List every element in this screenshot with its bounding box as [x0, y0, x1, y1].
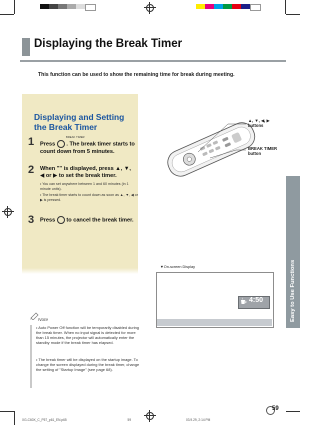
- step-text-part: to cancel the break timer.: [66, 217, 134, 224]
- step-text: When "" is displayed, press ▲, ▼, ◀ or ▶ to set the break timer.: [40, 166, 131, 180]
- registration-mark-left: [2, 206, 14, 218]
- chapter-tab-label: Easy to Use Functions: [290, 259, 296, 322]
- registration-mark-top: [144, 2, 156, 14]
- break-timer-value: 4:50: [249, 297, 264, 304]
- note-item-text: The break timer will be displayed on the startup image. To change the screen displayed during the break timer, change the setting of "Startup Image" (see page 68).: [36, 357, 140, 372]
- file-name: XG-C60X_C_P57_p61_EN.p65: [22, 418, 67, 422]
- crop-mark: [0, 14, 14, 15]
- crop-mark: [14, 411, 15, 425]
- step-number: 2: [28, 164, 35, 176]
- step-text-part: Press: [40, 141, 56, 148]
- bullet-item: • You can set anywhere between 1 and 60 minutes (in 1 minute units).: [40, 182, 129, 191]
- note-item: • The break timer will be displayed on the startup image. To change the screen displayed during the break timer, change the setting of "Startup Image" (see page 68).: [36, 357, 140, 372]
- crop-mark: [286, 14, 300, 15]
- bullet-item: • The break timer starts to count down as soon as ▲, ▼, ◀ or ▶ is pressed.: [40, 193, 138, 202]
- page-title: Displaying the Break Timer: [34, 38, 183, 50]
- file-page: 59: [127, 418, 132, 422]
- note-divider: [30, 325, 32, 388]
- break-timer-label-text: BREAK TIMER: [248, 146, 278, 151]
- break-timer-button-caption: BREAK TIMER: [66, 136, 85, 139]
- step-number: 3: [28, 214, 35, 226]
- print-file-info: [22, 418, 282, 422]
- note-heading: Note: [38, 318, 49, 323]
- color-bar-right: [196, 4, 261, 9]
- note-item: • Auto Power Off function will be temporarily disabled during the break timer. When no input signal is detected for more than 15 minutes, the projector will automatically enter the standby mode if the break timer has elapsed.: [36, 325, 139, 345]
- arrow-buttons-label-text: ▲, ▼, ◀, ▶: [248, 118, 270, 123]
- osd-screen-base: [157, 319, 272, 326]
- arrow-buttons-label-sub: buttons: [248, 123, 264, 129]
- intro-text: This function can be used to show the remaining time for break during meeting.: [38, 72, 235, 78]
- section-heading: [34, 112, 134, 132]
- step-text: [40, 216, 136, 225]
- cup-icon: [240, 297, 247, 305]
- crop-mark: [285, 0, 286, 14]
- note-item-text: Auto Power Off function will be temporarily disabled during the break timer. When no input signal is detected for more than 15 minutes, the projector will automatically enter the standby mode if the break timer has elapsed.: [36, 325, 139, 345]
- title-underline: [20, 60, 286, 62]
- crop-mark: [14, 0, 15, 14]
- steps-panel-fade: [22, 268, 138, 274]
- crop-mark: [0, 411, 14, 412]
- step-text: [40, 140, 136, 156]
- bullet-text: The break timer starts to count down as soon as ▲, ▼, ◀ or ▶ is pressed.: [40, 193, 138, 202]
- crop-mark: [286, 411, 300, 412]
- step-text-part: Press: [40, 217, 56, 224]
- color-bar-left: [40, 4, 96, 9]
- step-number: 1: [28, 136, 35, 148]
- bullet-text: You can set anywhere between 1 and 60 minutes (in 1 minute units).: [40, 182, 129, 191]
- step-text-part: . The break timer starts to count down from 5 minutes.: [40, 141, 135, 155]
- section-heading-line: Displaying and Setting: [34, 112, 125, 122]
- page-number: 59: [272, 406, 279, 412]
- break-timer-button-label: [248, 146, 277, 156]
- print-timestamp: 03.9.29, 2:14 PM: [186, 418, 211, 422]
- title-accent: [22, 38, 30, 56]
- section-heading-line: the Break Timer: [34, 122, 98, 132]
- arrow-buttons-label: [248, 118, 270, 128]
- break-timer-button-icon: [57, 216, 65, 224]
- break-timer-button-icon: [57, 140, 65, 148]
- break-timer-label-sub: button: [248, 151, 262, 157]
- osd-caption: ▼On-screen Display: [160, 265, 195, 269]
